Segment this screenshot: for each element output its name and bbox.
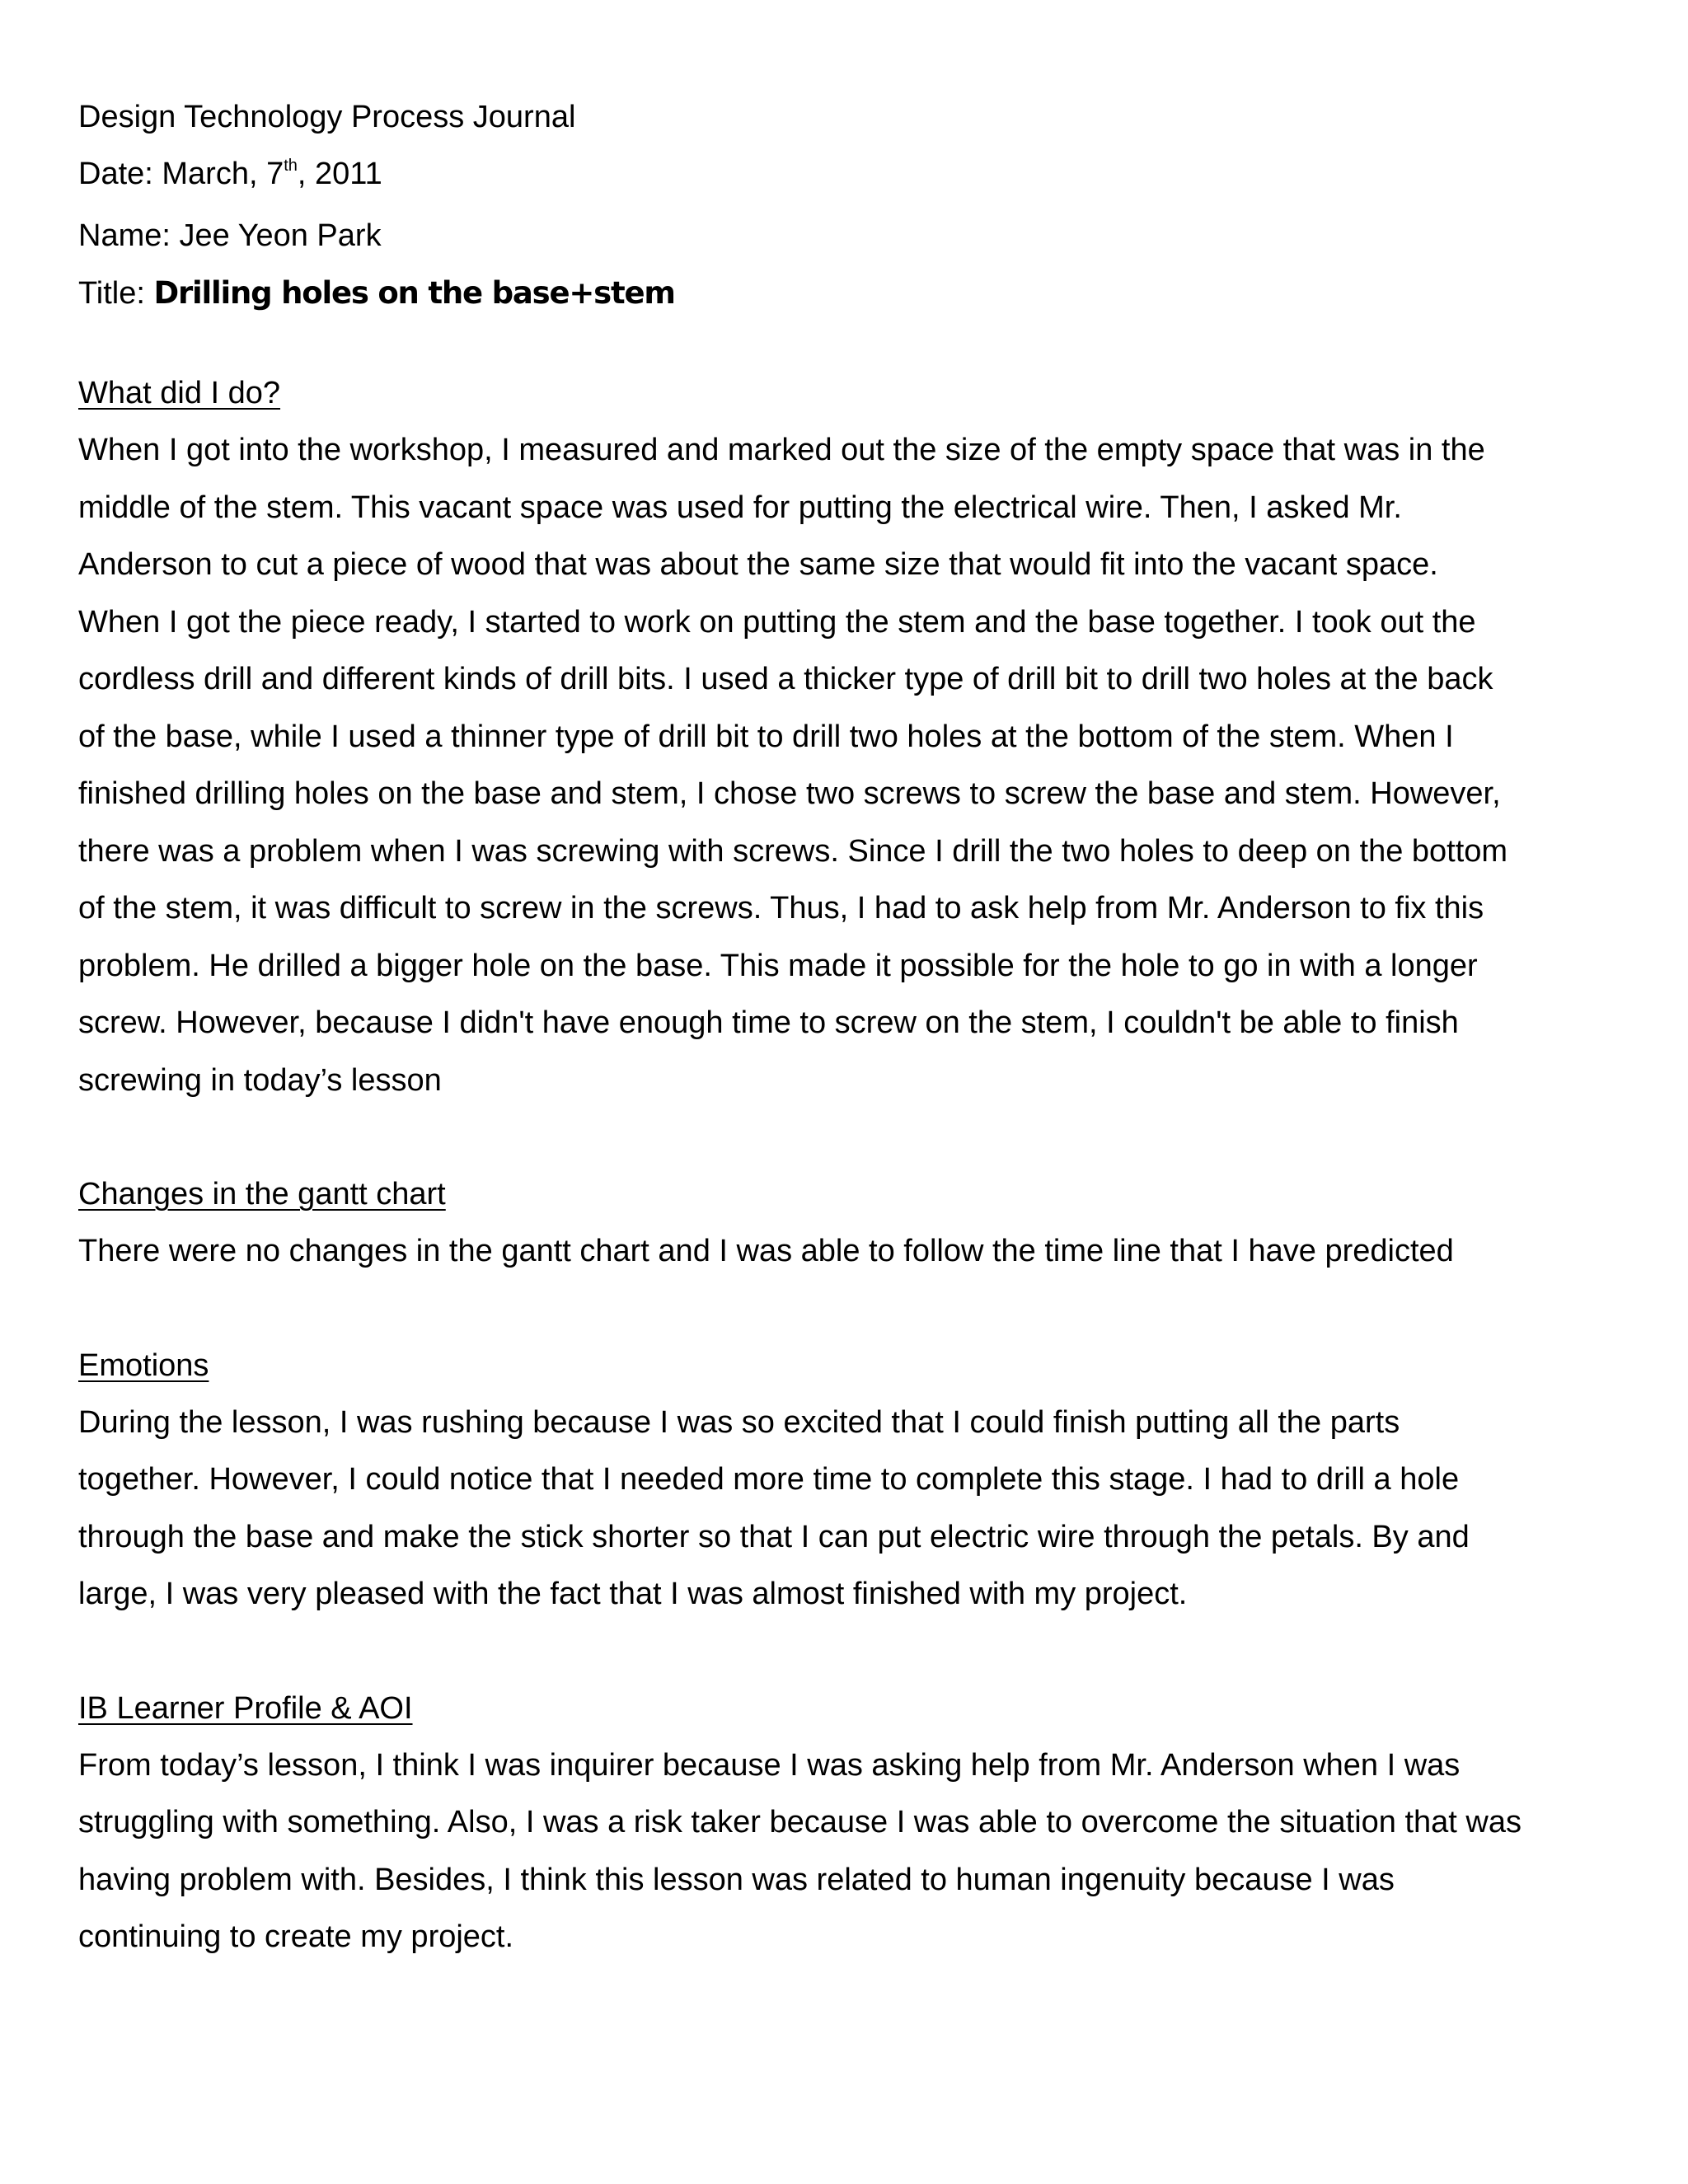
text-line: During the lesson, I was rushing because I was so excited that I could finish putting all the parts [78, 1404, 1400, 1440]
journal-page [78, 89, 1628, 1966]
text-line: of the stem, it was difficult to screw in the screws. Thus, I had to ask help from Mr. Anderson to fix this [78, 891, 1484, 926]
section-heading: What did I do? [78, 376, 281, 410]
text-line: large, I was very pleased with the fact that I was almost finished with my project. [78, 1577, 1188, 1611]
text-line: When I got the piece ready, I started to work on putting the stem and the base together. I took out the [78, 604, 1476, 640]
date-suffix: , 2011 [297, 157, 382, 191]
section-heading: Emotions [78, 1347, 209, 1383]
entry-title: Drilling holes on the base+stem [153, 275, 675, 311]
text-line: continuing to create my project. [78, 1919, 514, 1954]
text-line: finished drilling holes on the base and stem, I chose two screws to screw the base and stem. However, [78, 776, 1501, 811]
section-body [78, 422, 1628, 1109]
text-line: screwing in today’s lesson [78, 1062, 442, 1098]
section-body [78, 1737, 1628, 1966]
date-line [78, 146, 1628, 208]
title-line [78, 265, 1628, 322]
text-line: Anderson to cut a piece of wood that was about the same size that would fit into the vacant space. [78, 547, 1438, 582]
title-label: Title: [78, 276, 154, 311]
section-heading: IB Learner Profile & AOI [78, 1690, 413, 1726]
text-line: From today’s lesson, I think I was inquirer because I was asking help from Mr. Anderson when I was [78, 1747, 1461, 1783]
text-line: there was a problem when I was screwing with screws. Since I drill the two holes to deep on the bottom [78, 833, 1508, 869]
section-body [78, 1394, 1628, 1624]
text-line: cordless drill and different kinds of drill bits. I used a thicker type of drill bit to drill two holes at the back [78, 662, 1493, 696]
text-line: of the base, while I used a thinner type of drill bit to drill two holes at the bottom of the stem. When I [78, 719, 1454, 754]
text-line: middle of the stem. This vacant space was used for putting the electrical wire. Then, I asked Mr. [78, 490, 1402, 525]
section-body [78, 1223, 1628, 1281]
text-line: There were no changes in the gantt chart and I was able to follow the time line that I have predicted [78, 1234, 1454, 1268]
section-gantt-changes [78, 1166, 1628, 1281]
section-emotions [78, 1338, 1628, 1624]
date-ordinal: th [284, 157, 298, 175]
text-line: screw. However, because I didn't have enough time to screw on the stem, I couldn't be able to finish [78, 1005, 1459, 1040]
name-line: Name: Jee Yeon Park [78, 218, 382, 253]
section-heading: Changes in the gantt chart [78, 1177, 446, 1212]
text-line: When I got into the workshop, I measured and marked out the size of the empty space that was in the [78, 433, 1485, 467]
section-what-did-i-do [78, 365, 1628, 1109]
text-line: having problem with. Besides, I think this lesson was related to human ingenuity because I was [78, 1862, 1395, 1897]
date-prefix: Date: March, 7 [78, 157, 284, 191]
text-line: problem. He drilled a bigger hole on the base. This made it possible for the hole to go in with a longer [78, 948, 1478, 983]
section-ib-learner-profile [78, 1680, 1628, 1966]
text-line: through the base and make the stick shorter so that I can put electric wire through the petals. By and [78, 1519, 1470, 1554]
journal-title: Design Technology Process Journal [78, 100, 576, 134]
text-line: together. However, I could notice that I needed more time to complete this stage. I had to drill a hole [78, 1462, 1460, 1497]
journal-header [78, 89, 1628, 322]
text-line: struggling with something. Also, I was a risk taker because I was able to overcome the situation that was [78, 1805, 1522, 1840]
